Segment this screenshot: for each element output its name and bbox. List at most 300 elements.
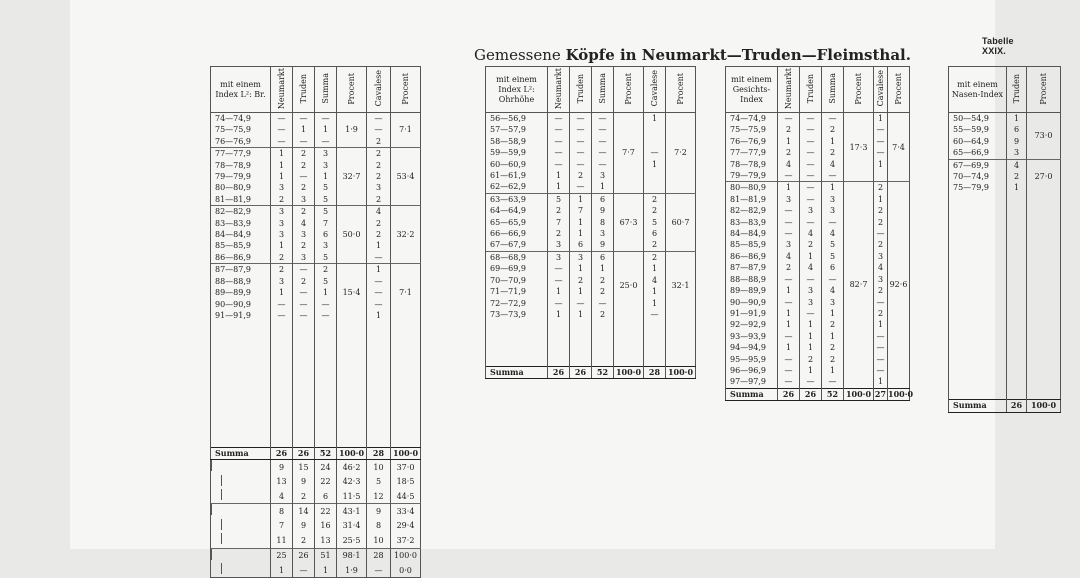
empty-cell <box>211 333 271 344</box>
empty-cell <box>614 343 644 354</box>
cavalese-cell: 4 <box>874 262 888 273</box>
value-cell: 1 <box>592 263 614 274</box>
range-cell: 87—87,9 <box>211 264 271 276</box>
group-percent: 15·4 <box>337 264 367 322</box>
trait-cell <box>211 489 271 504</box>
value-cell: 6 <box>822 262 844 273</box>
value-cell: 4 <box>800 228 822 239</box>
range-cell: 62—62,9 <box>486 181 548 193</box>
range-cell: 80—80,9 <box>726 182 778 194</box>
empty-cell <box>367 401 391 412</box>
trait-category <box>211 504 222 515</box>
section3-table <box>725 66 914 401</box>
value-cell: — <box>822 274 844 285</box>
value-cell: 8 <box>592 217 614 228</box>
empty-cell <box>315 321 337 332</box>
summa-value: 100·0 <box>391 447 421 459</box>
table-breadth-index <box>210 66 420 578</box>
empty-cell <box>592 332 614 343</box>
value-cell: 1 <box>822 365 844 376</box>
value-cell: — <box>548 124 570 135</box>
value-cell: 1 <box>315 287 337 298</box>
value-cell: 1 <box>778 182 800 194</box>
value-cell: — <box>778 217 800 228</box>
empty-cell <box>570 320 592 331</box>
trait-value: 28 <box>367 548 391 563</box>
col-header-truden <box>570 67 592 113</box>
group-percent: 73·0 <box>1027 113 1061 160</box>
value-cell: — <box>800 274 822 285</box>
col-header-label: Procent <box>854 72 863 105</box>
cavalese-cell: 1 <box>874 376 888 388</box>
spacer-row <box>486 355 696 367</box>
value-cell: 1 <box>822 136 844 147</box>
cavalese-cell: — <box>874 354 888 365</box>
col-header-procent <box>391 67 421 113</box>
empty-cell <box>391 390 421 401</box>
value-cell: — <box>293 171 315 182</box>
table-row <box>949 113 1061 125</box>
value-cell: 4 <box>778 159 800 170</box>
empty-cell <box>644 343 666 354</box>
trait-value: 15 <box>293 460 315 475</box>
value-cell: — <box>592 147 614 158</box>
value-cell: 7 <box>315 218 337 229</box>
empty-cell <box>949 376 1007 387</box>
value-cell: 5 <box>822 239 844 250</box>
value-cell: — <box>592 113 614 125</box>
trait-value: 4 <box>271 489 293 504</box>
spacer-row <box>949 388 1061 400</box>
range-cell: 79—79,9 <box>211 171 271 182</box>
cavalese-cell: — <box>874 331 888 342</box>
table-row <box>726 205 910 216</box>
cavalese-cell: 2 <box>874 205 888 216</box>
trait-value: 37·2 <box>391 533 421 548</box>
empty-cell <box>1027 297 1061 308</box>
value-cell: — <box>800 217 822 228</box>
empty-cell <box>592 320 614 331</box>
value-cell: — <box>570 298 592 309</box>
value-cell: 1 <box>293 124 315 135</box>
trait-row <box>211 563 421 578</box>
empty-cell <box>1007 251 1027 262</box>
empty-cell <box>337 390 367 401</box>
value-cell: 1 <box>800 342 822 353</box>
value-cell: — <box>315 113 337 125</box>
trait-cell <box>211 548 271 563</box>
trait-row <box>211 475 421 489</box>
value-cell: — <box>548 147 570 158</box>
group-percent: 67·3 <box>614 193 644 251</box>
trait-value: 10 <box>367 533 391 548</box>
spacer-row <box>211 321 421 332</box>
value-cell: 3 <box>1007 147 1027 159</box>
empty-cell <box>211 413 271 424</box>
empty-cell <box>211 424 271 435</box>
col-header-summa <box>822 67 844 113</box>
empty-cell <box>337 413 367 424</box>
value-cell: 1 <box>570 263 592 274</box>
summa-value: 26 <box>271 447 293 459</box>
group-percent: 32·7 <box>337 148 367 206</box>
value-cell: — <box>822 113 844 125</box>
empty-cell <box>666 320 696 331</box>
value-cell: 6 <box>592 193 614 205</box>
trait-value: 100·0 <box>391 548 421 563</box>
value-cell: 1 <box>778 319 800 330</box>
empty-cell <box>1007 388 1027 400</box>
empty-cell <box>1007 262 1027 273</box>
cavalese-cell: 2 <box>874 217 888 228</box>
empty-cell <box>1027 388 1061 400</box>
empty-cell <box>1027 308 1061 319</box>
value-cell: 4 <box>778 251 800 262</box>
empty-cell <box>949 308 1007 319</box>
range-cell: 80—80,9 <box>211 182 271 193</box>
range-cell: 93—93,9 <box>726 331 778 342</box>
value-cell: 3 <box>271 229 293 240</box>
trait-value: 1 <box>271 563 293 578</box>
table-row <box>726 354 910 365</box>
range-cell: 73—73,9 <box>486 309 548 320</box>
value-cell: — <box>570 136 592 147</box>
empty-cell <box>337 378 367 389</box>
trait-value: 11 <box>271 533 293 548</box>
trait-value: 0·0 <box>391 563 421 578</box>
value-cell: 1 <box>570 309 592 320</box>
cavalese-cell: 2 <box>874 308 888 319</box>
value-cell: 2 <box>293 148 315 160</box>
cavalese-cell: 1 <box>874 319 888 330</box>
table-row <box>726 228 910 239</box>
value-cell: — <box>592 159 614 170</box>
value-cell: 2 <box>592 309 614 320</box>
value-cell: 1 <box>570 193 592 205</box>
group-percent: 27·0 <box>1027 159 1061 194</box>
value-cell: 3 <box>800 297 822 308</box>
spacer-row <box>211 344 421 355</box>
col-header-procent <box>614 67 644 113</box>
value-cell: 2 <box>271 252 293 264</box>
spacer-row <box>949 365 1061 376</box>
range-cell: 61—61,9 <box>486 170 548 181</box>
section2-table <box>485 66 696 379</box>
empty-cell <box>1007 228 1027 239</box>
empty-cell <box>949 388 1007 400</box>
empty-cell <box>570 343 592 354</box>
value-cell: 1 <box>271 160 293 171</box>
value-cell: 4 <box>822 159 844 170</box>
cavalese-cell: — <box>367 299 391 310</box>
value-cell: 2 <box>592 275 614 286</box>
value-cell: — <box>778 113 800 125</box>
value-cell: 7 <box>570 205 592 216</box>
empty-cell <box>1007 217 1027 228</box>
empty-cell <box>1027 228 1061 239</box>
value-cell: — <box>778 297 800 308</box>
empty-cell <box>315 435 337 447</box>
range-cell: 78—78,9 <box>211 160 271 171</box>
empty-cell <box>315 424 337 435</box>
table-row <box>486 239 696 251</box>
empty-cell <box>315 413 337 424</box>
cavalese-cell: 4 <box>644 275 666 286</box>
range-cell: 90—90,9 <box>211 299 271 310</box>
trait-category <box>211 549 222 560</box>
empty-cell <box>949 342 1007 353</box>
cavalese-cell: 1 <box>644 159 666 170</box>
table-row <box>211 218 421 229</box>
spacer-row <box>486 343 696 354</box>
table-row <box>486 136 696 147</box>
trait-value: 14 <box>293 504 315 519</box>
value-cell: 2 <box>293 182 315 193</box>
cavalese-cell <box>644 124 666 135</box>
trait-cell <box>211 460 271 475</box>
range-cell: 77—77,9 <box>726 147 778 158</box>
table-row <box>726 308 910 319</box>
empty-cell <box>293 401 315 412</box>
cavalese-cell: — <box>644 309 666 320</box>
trait-value: 13 <box>315 533 337 548</box>
range-cell: 64—64,9 <box>486 205 548 216</box>
value-cell: 2 <box>822 124 844 135</box>
value-cell: 2 <box>293 276 315 287</box>
range-cell: 88—88,9 <box>211 276 271 287</box>
spacer-row <box>211 401 421 412</box>
value-cell: — <box>822 170 844 182</box>
trait-value: 24 <box>315 460 337 475</box>
table-row <box>211 171 421 182</box>
range-cell: 95—95,9 <box>726 354 778 365</box>
value-cell: 7 <box>548 217 570 228</box>
empty-cell <box>949 319 1007 330</box>
range-cell: 82—82,9 <box>726 205 778 216</box>
value-cell: 1 <box>800 251 822 262</box>
range-cell: 86—86,9 <box>726 251 778 262</box>
col-header-procent <box>337 67 367 113</box>
empty-cell <box>1007 331 1027 342</box>
spacer-row <box>949 308 1061 319</box>
empty-cell <box>337 356 367 367</box>
empty-cell <box>367 413 391 424</box>
value-cell: 3 <box>271 218 293 229</box>
empty-cell <box>271 333 293 344</box>
trait-row <box>211 519 421 533</box>
summa-value: 26 <box>548 366 570 378</box>
value-cell: — <box>822 376 844 388</box>
empty-cell <box>391 356 421 367</box>
trait-cell <box>211 475 271 489</box>
empty-cell <box>1007 297 1027 308</box>
value-cell: 3 <box>822 297 844 308</box>
trait-row <box>211 548 421 563</box>
range-cell: 71—71,9 <box>486 286 548 297</box>
trait-value: 10 <box>367 460 391 475</box>
table-page <box>70 0 1057 575</box>
empty-cell <box>293 378 315 389</box>
trait-row <box>211 460 421 475</box>
value-cell: 2 <box>592 286 614 297</box>
table-row <box>486 147 696 158</box>
empty-cell <box>293 344 315 355</box>
table-row <box>486 217 696 228</box>
value-cell: — <box>778 274 800 285</box>
empty-cell <box>367 378 391 389</box>
cavalese-cell: 3 <box>874 274 888 285</box>
value-cell: 2 <box>778 124 800 135</box>
value-cell: 2 <box>822 147 844 158</box>
table-row <box>726 239 910 250</box>
value-cell: 1 <box>822 331 844 342</box>
empty-cell <box>1007 354 1027 365</box>
value-cell: — <box>293 113 315 125</box>
col-header-procent <box>888 67 910 113</box>
empty-cell <box>315 378 337 389</box>
cavalese-cell: — <box>367 113 391 125</box>
empty-cell <box>337 424 367 435</box>
cavalese-cell: — <box>874 297 888 308</box>
table-face-index <box>725 66 914 401</box>
empty-cell <box>1027 354 1061 365</box>
trait-value: 16 <box>315 519 337 533</box>
empty-cell <box>315 356 337 367</box>
value-cell: 2 <box>570 275 592 286</box>
value-cell: 9 <box>592 239 614 251</box>
value-cell: 3 <box>548 239 570 251</box>
cavalese-cell: 1 <box>367 310 391 321</box>
summa-value: 100·0 <box>1027 400 1061 412</box>
value-cell: 1 <box>592 181 614 193</box>
table-row <box>211 229 421 240</box>
empty-cell <box>1007 285 1027 296</box>
col-header-procent <box>844 67 874 113</box>
empty-cell <box>293 390 315 401</box>
value-cell: — <box>800 376 822 388</box>
empty-cell <box>271 413 293 424</box>
value-cell: 9 <box>592 205 614 216</box>
table-row <box>486 275 696 286</box>
table-row <box>726 159 910 170</box>
value-cell: 2 <box>778 147 800 158</box>
empty-cell <box>949 228 1007 239</box>
col-header-label: Cavalese <box>650 70 659 107</box>
cavalese-cell: 2 <box>367 171 391 182</box>
range-cell: 89—89,9 <box>726 285 778 296</box>
value-cell: 3 <box>778 239 800 250</box>
range-cell: 83—83,9 <box>211 218 271 229</box>
cavalese-cell: 2 <box>367 229 391 240</box>
cavalese-cell: 1 <box>367 240 391 251</box>
cavalese-percent: 32·1 <box>666 251 696 320</box>
table-row <box>211 136 421 148</box>
cavalese-cell: 2 <box>644 239 666 251</box>
summa-value: 52 <box>315 447 337 459</box>
empty-cell <box>293 321 315 332</box>
trait-value: 5 <box>367 475 391 489</box>
value-cell: 5 <box>315 182 337 193</box>
value-cell: 3 <box>570 251 592 263</box>
value-cell: 5 <box>315 252 337 264</box>
empty-cell <box>271 435 293 447</box>
empty-cell <box>211 378 271 389</box>
value-cell: — <box>293 136 315 148</box>
value-cell: 3 <box>271 206 293 218</box>
value-cell: 1 <box>315 171 337 182</box>
col-header-label: Neumarkt <box>554 67 563 110</box>
empty-cell <box>614 320 644 331</box>
empty-cell <box>367 424 391 435</box>
trait-value: 13 <box>271 475 293 489</box>
group-percent: 17·3 <box>844 113 874 182</box>
trait-value: 6 <box>315 489 337 504</box>
summa-value: 100·0 <box>888 388 914 399</box>
empty-cell <box>211 367 271 378</box>
col-header-label: Procent <box>894 72 903 105</box>
cavalese-percent: 60·7 <box>666 193 696 251</box>
col-header-truden <box>1007 67 1027 113</box>
title-main: Köpfe in Neumarkt—Truden—Fleimsthal. <box>565 46 911 64</box>
table-row <box>211 276 421 287</box>
cavalese-cell: 5 <box>644 217 666 228</box>
value-cell: 3 <box>271 182 293 193</box>
col-header-label: Truden <box>299 73 308 104</box>
empty-cell <box>367 435 391 447</box>
empty-cell <box>949 331 1007 342</box>
empty-cell <box>391 367 421 378</box>
empty-cell <box>391 321 421 332</box>
range-cell: 75—79,9 <box>949 182 1007 193</box>
table-row <box>726 217 910 228</box>
table-row <box>726 136 910 147</box>
empty-cell <box>337 333 367 344</box>
empty-cell <box>644 355 666 367</box>
cavalese-cell: 2 <box>367 148 391 160</box>
table-row <box>726 262 910 273</box>
spacer-row <box>949 331 1061 342</box>
trait-value: 1·9 <box>337 563 367 578</box>
value-cell: 3 <box>293 229 315 240</box>
empty-cell <box>367 333 391 344</box>
value-cell: — <box>778 354 800 365</box>
empty-cell <box>1007 308 1027 319</box>
table-row <box>486 286 696 297</box>
spacer-row <box>211 413 421 424</box>
col-header-cavalese <box>874 67 888 113</box>
value-cell: — <box>778 331 800 342</box>
table-row <box>211 194 421 206</box>
table-row <box>211 148 421 160</box>
range-cell: 59—59,9 <box>486 147 548 158</box>
empty-cell <box>211 401 271 412</box>
spacer-row <box>211 435 421 447</box>
range-cell: 70—70,9 <box>486 275 548 286</box>
trait-value: 42·3 <box>337 475 367 489</box>
range-cell: 72—72,9 <box>486 298 548 309</box>
group-percent: 7·7 <box>614 113 644 194</box>
empty-cell <box>271 344 293 355</box>
index-header: mit einem Index L²: Br. <box>211 67 271 113</box>
summa-label: Summa <box>726 388 778 400</box>
range-cell: 94—94,9 <box>726 342 778 353</box>
table-row <box>726 251 910 262</box>
empty-cell <box>1027 251 1061 262</box>
value-cell: 2 <box>1007 171 1027 182</box>
summa-row <box>949 400 1061 412</box>
cavalese-cell: — <box>874 342 888 353</box>
spacer-row <box>949 319 1061 330</box>
